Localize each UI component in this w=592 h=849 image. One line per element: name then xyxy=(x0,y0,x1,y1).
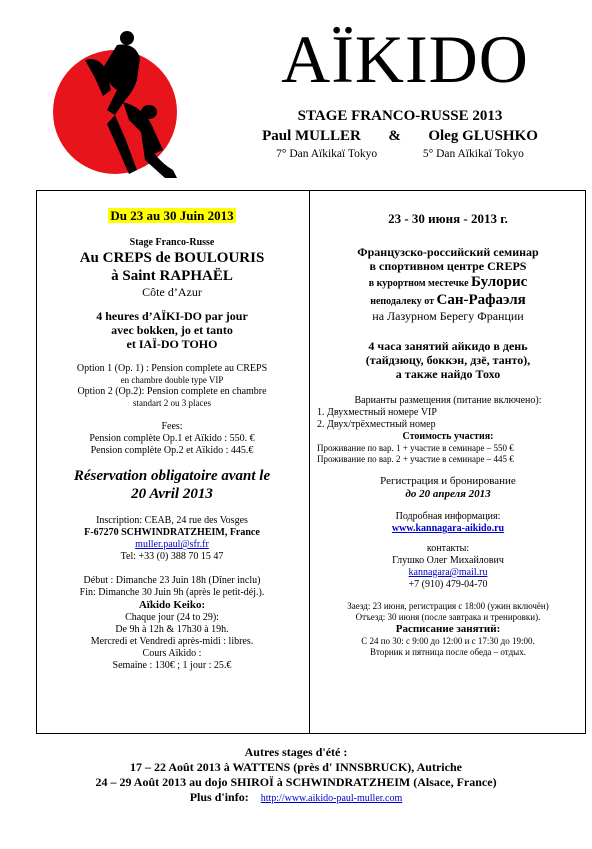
more-info-label-fr: Plus d'info: xyxy=(189,790,249,804)
email-link[interactable]: muller.paul@sfr.fr xyxy=(135,539,209,550)
program-line-3: et IAÏ-DO TOHO xyxy=(126,337,218,351)
arrival: Заезд: 23 июня, регистрация с 18:00 (ужин включён) xyxy=(347,601,549,611)
teacher-1: Paul MULLER xyxy=(262,128,361,144)
keiko-hours: De 9h à 12h & 17h30 à 19h. xyxy=(115,624,229,635)
footer xyxy=(0,745,592,806)
accommodation-2: 2. Двух/трёхместный номер xyxy=(317,419,436,430)
region: Côte d’Azur xyxy=(142,285,202,299)
place-line-3: на Лазурном Берегу Франции xyxy=(372,309,524,323)
address: F-67270 SCHWINDRATZHEIM, France xyxy=(84,527,260,538)
accommodation-label: Варианты размещения (питание включено): xyxy=(354,395,542,406)
program-ru-2: (тайдзюцу, боккэн, дзё, танто), xyxy=(365,353,531,367)
site-link[interactable]: http://www.aikido-paul-muller.com xyxy=(260,793,403,804)
schedule-hours: С 24 по 30: с 9:00 до 12:00 и с 17:30 до 19:00. xyxy=(361,636,535,646)
venue-line-2: à Saint RAPHAËL xyxy=(111,268,233,284)
course-label: Cours Aïkido : xyxy=(142,648,202,659)
column-divider xyxy=(309,191,310,733)
departure: Отъезд: 30 июня (после завтрака и тренировки). xyxy=(355,612,541,622)
french-column xyxy=(37,191,307,672)
start-time: Début : Dimanche 23 Juin 18h (Dîner inclu) xyxy=(83,575,261,586)
seminar-line-1: Французско-российский семинар xyxy=(357,245,539,259)
french-dates: Du 23 au 30 Juin 2013 xyxy=(110,208,234,223)
program-line-1: 4 heures d’AÏKI-DO par jour xyxy=(96,309,248,323)
place-line-1: в курортном местечке Булорис xyxy=(368,274,528,290)
end-time: Fin: Dimanche 30 Juin 9h (après le petit-déj.). xyxy=(79,587,265,598)
registration-date: до 20 апреля 2013 xyxy=(405,488,491,500)
accommodation-1: 1. Двухместный номере VIP xyxy=(317,407,437,418)
russian-column xyxy=(311,191,585,658)
keiko-days: Chaque jour (24 to 29): xyxy=(125,612,219,623)
contact-email-link[interactable]: kannagara@mail.ru xyxy=(408,567,488,578)
inscription: Inscription: CEAB, 24 rue des Vosges xyxy=(96,515,248,526)
fee-option-1: Pension complète Op.1 et Aïkido : 550. € xyxy=(89,433,255,444)
website-link[interactable]: www.kannagara-aikido.ru xyxy=(391,523,505,534)
schedule-rest: Вторник и пятница после обеда – отдых. xyxy=(370,647,526,657)
option-1-line-2: en chambre double type VIP xyxy=(120,375,224,385)
teacher-1-dan: 7° Dan Aïkikaï Tokyo xyxy=(276,148,378,160)
reservation-line-1: Réservation obligatoire avant le xyxy=(73,468,271,484)
stage-title: STAGE FRANCO-RUSSE 2013 xyxy=(297,108,503,124)
russian-dates: 23 - 30 июня - 2013 г. xyxy=(388,211,508,226)
teacher-2: Oleg GLUSHKO xyxy=(428,128,538,144)
other-stages-title: Autres stages d'été : xyxy=(244,745,348,759)
course-price: Semaine : 130€ ; 1 jour : 25.€ xyxy=(112,660,232,671)
cost-label: Стоимость участия: xyxy=(402,431,494,442)
teacher-2-dan: 5° Dan Aïkikaï Tokyo xyxy=(422,148,524,160)
keiko-title: Aïkido Keiko: xyxy=(138,599,206,611)
contact-phone: +7 (910) 479-04-70 xyxy=(408,579,488,590)
schedule-title: Расписание занятий: xyxy=(395,623,501,635)
more-info-line xyxy=(0,790,592,806)
teachers-line xyxy=(215,128,585,145)
seminar-line-2: в спортивном центре CREPS xyxy=(369,259,527,273)
dan-line xyxy=(215,148,585,160)
reservation-date: 20 Avril 2013 xyxy=(131,486,213,502)
fee-option-2: Pension complète Op.2 et Aïkido : 445.€ xyxy=(90,445,254,456)
cost-option-2: Проживание по вар. 2 + участие в семинаре – 445 € xyxy=(317,454,514,464)
cost-option-1: Проживание по вар. 1 + участие в семинаре – 550 € xyxy=(317,443,514,453)
venue-line-1: Au CREPS de BOULOURIS xyxy=(79,250,265,266)
registration-label: Регистрация и бронирование xyxy=(380,475,516,487)
stage-type: Stage Franco-Russe xyxy=(129,237,215,248)
page-title: AÏKIDO xyxy=(281,21,529,97)
keiko-free: Mercredi et Vendredi après-midi : libres. xyxy=(90,636,254,647)
other-stage-2: 24 – 29 Août 2013 au dojo SHIROÏ à SCHWINDRATZHEIM (Alsace, France) xyxy=(95,775,497,789)
program-line-2: avec bokken, jo et tanto xyxy=(111,323,233,337)
option-2-line-2: standart 2 ou 3 places xyxy=(133,398,211,408)
aikido-logo xyxy=(45,20,195,195)
option-1-line-1: Option 1 (Op. 1) : Pension complete au CREPS xyxy=(76,363,268,374)
more-info-label: Подробная информация: xyxy=(395,511,501,522)
other-stage-1: 17 – 22 Août 2013 à WATTENS (près d' INNSBRUCK), Autriche xyxy=(130,760,462,774)
info-box xyxy=(36,190,586,734)
program-ru-3: а также найдо Тохо xyxy=(395,367,501,381)
ampersand: & xyxy=(388,128,401,144)
option-2-line-1: Option 2 (Op.2): Pension complete en chambre xyxy=(77,386,267,397)
program-ru-1: 4 часа занятий айкидо в день xyxy=(368,339,528,353)
contact-name: Глушко Олег Михайлович xyxy=(392,555,504,566)
contacts-label: контакты: xyxy=(426,543,470,554)
fees-label: Fees: xyxy=(161,421,183,432)
place-line-2: неподалеку от Сан-Рафаэля xyxy=(370,292,526,308)
telephone: Tel: +33 (0) 388 70 15 47 xyxy=(120,551,224,562)
